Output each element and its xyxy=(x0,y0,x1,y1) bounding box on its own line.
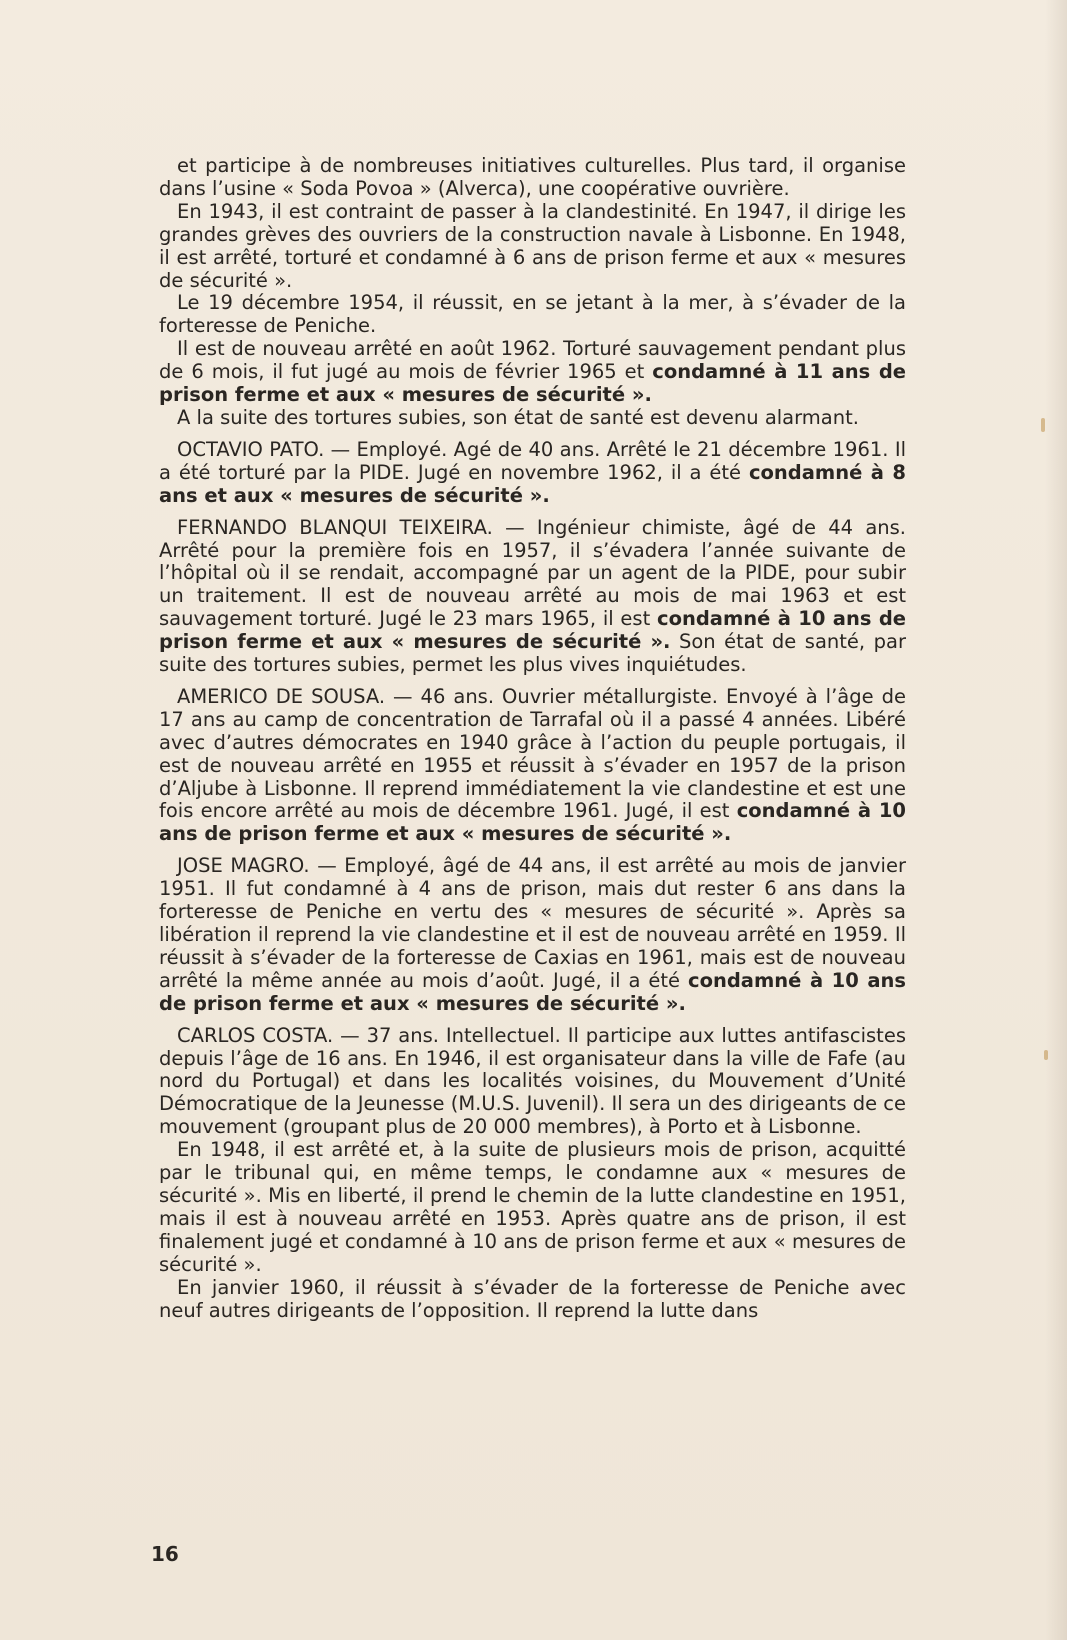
text-segment: et participe à de nombreuses initiatives culturelles. Plus tard, il organise dans l’usine « Soda Povoa » (Alverca), une coopérative ouvrière. xyxy=(159,154,906,200)
prisoner-entry-octavio-pato xyxy=(159,439,906,508)
prisoner-entry-jose-magro xyxy=(159,855,906,1015)
text-segment: Son état de santé, par suite des tortures subies, permet les plus vives inquiétudes. xyxy=(159,630,906,677)
paragraph xyxy=(159,292,906,338)
page-number: 16 xyxy=(151,1542,179,1566)
text-segment: Le 19 décembre 1954, il réussit, en se jetant à la mer, à s’évader de la forteresse de Peniche. xyxy=(159,291,906,338)
text-segment: CARLOS COSTA. — 37 ans. Intellectuel. Il participe aux luttes antifascistes depuis l’âge de 16 ans. En 1946, il est organisateur dans la ville de Fafe (au nord du Portugal) et dans les localités voisines, du Mouvement d’Unité Démocratique de la Jeunesse (M.U.S. Juvenil). Il sera un des dirigeants de ce mouvement (groupant plus de 20 000 membres), à Porto et à Lisbonne. xyxy=(159,1023,907,1139)
page-edge-shadow xyxy=(1045,0,1067,1640)
prisoner-entry-carlos-costa xyxy=(159,1025,906,1140)
text-segment: AMERICO DE SOUSA. — 46 ans. Ouvrier métallurgiste. Envoyé à l’âge de 17 ans au camp de concentration de Tarrafal où il a passé 4 années. Libéré avec d’autres démocrates en 1940 grâce à l’action du peuple portugais, il est de nouveau arrêté en 1955 et réussit à s’évader en 1957 de la prison d’Aljube à Lisbonne. Il reprend immédiatement la vie clandestine et est une fois encore arrêté au mois de décembre 1961. Jugé, il est xyxy=(159,684,906,823)
paragraph xyxy=(159,201,906,293)
paper-speck xyxy=(1044,1050,1048,1060)
text-segment: En janvier 1960, il réussit à s’évader de la forteresse de Peniche avec neuf autres dirigeants de l’opposition. Il reprend la lutte dans xyxy=(159,1275,906,1322)
prisoner-entry-americo-de-sousa xyxy=(159,686,906,846)
sentence-emphasis: condamné à 10 ans de prison ferme et aux « mesures de sécurité ». xyxy=(159,799,906,846)
sentence-emphasis: condamné à 10 ans de prison ferme et aux « mesures de sécurité ». xyxy=(159,968,906,1015)
paragraph xyxy=(159,407,906,430)
text-segment: Il est de nouveau arrêté en août 1962. Torturé sauvagement pendant plus de 6 mois, il fut jugé au mois de février 1965 et xyxy=(159,337,906,384)
paragraph xyxy=(159,338,906,407)
paper-speck xyxy=(1041,418,1045,432)
paragraph xyxy=(159,1139,906,1276)
text-segment: JOSE MAGRO. — Employé, âgé de 44 ans, il est arrêté au mois de janvier 1951. Il fut condamné à 4 ans de prison, mais dut rester 6 ans dans la forteresse de Peniche en vertu des « mesures de sécurité ». Après sa libération il reprend la vie clandestine et il est de nouveau arrêté en 1959. Il réussit à s’évader de la forteresse de Caxias en 1961, mais est de nouveau arrêté la même année au mois d’août. Jugé, il a été xyxy=(159,854,906,992)
text-segment: En 1943, il est contraint de passer à la clandestinité. En 1947, il dirige les grandes grèves des ouvriers de la construction navale à Lisbonne. En 1948, il est arrêté, torturé et condamné à 6 ans de prison ferme et aux « mesures de sécurité ». xyxy=(159,199,906,292)
prisoner-entry-fernando-blanqui-teixeira xyxy=(159,517,906,677)
text-segment: A la suite des tortures subies, son état de santé est devenu alarmant. xyxy=(177,405,859,429)
paragraph xyxy=(159,1277,906,1323)
sentence-emphasis: condamné à 8 ans et aux « mesures de sécurité ». xyxy=(159,460,906,507)
text-segment: OCTAVIO PATO. — Employé. Agé de 40 ans. Arrêté le 21 décembre 1961. Il a été torturé par la PIDE. Jugé en novembre 1962, il a été xyxy=(159,437,906,484)
sentence-emphasis: condamné à 10 ans de prison ferme et aux « mesures de sécurité ». xyxy=(159,607,906,654)
text-segment: FERNANDO BLANQUI TEIXEIRA. — Ingénieur chimiste, âgé de 44 ans. Arrêté pour la première fois en 1957, il s’évadera l’année suivante de l’hôpital où il se rendait, accompagné par un agent de la PIDE, pour subir un traitement. Il est de nouveau arrêté au mois de mai 1963 et est sauvagement torturé. Jugé le 23 mars 1965, il est xyxy=(159,515,906,631)
text-segment: En 1948, il est arrêté et, à la suite de plusieurs mois de prison, acquitté par le tribunal qui, en même temps, le condamne aux « mesures de sécurité ». Mis en liberté, il prend le chemin de la lutte clandestine en 1951, mais il est à nouveau arrêté en 1953. Après quatre ans de prison, il est finalement jugé et condamné à 10 ans de prison ferme et aux « mesures de sécurité ». xyxy=(159,1138,906,1276)
paragraph-continuation xyxy=(159,155,906,201)
body-text xyxy=(159,155,906,1322)
sentence-emphasis: condamné à 11 ans de prison ferme et aux « mesures de sécurité ». xyxy=(159,360,907,407)
